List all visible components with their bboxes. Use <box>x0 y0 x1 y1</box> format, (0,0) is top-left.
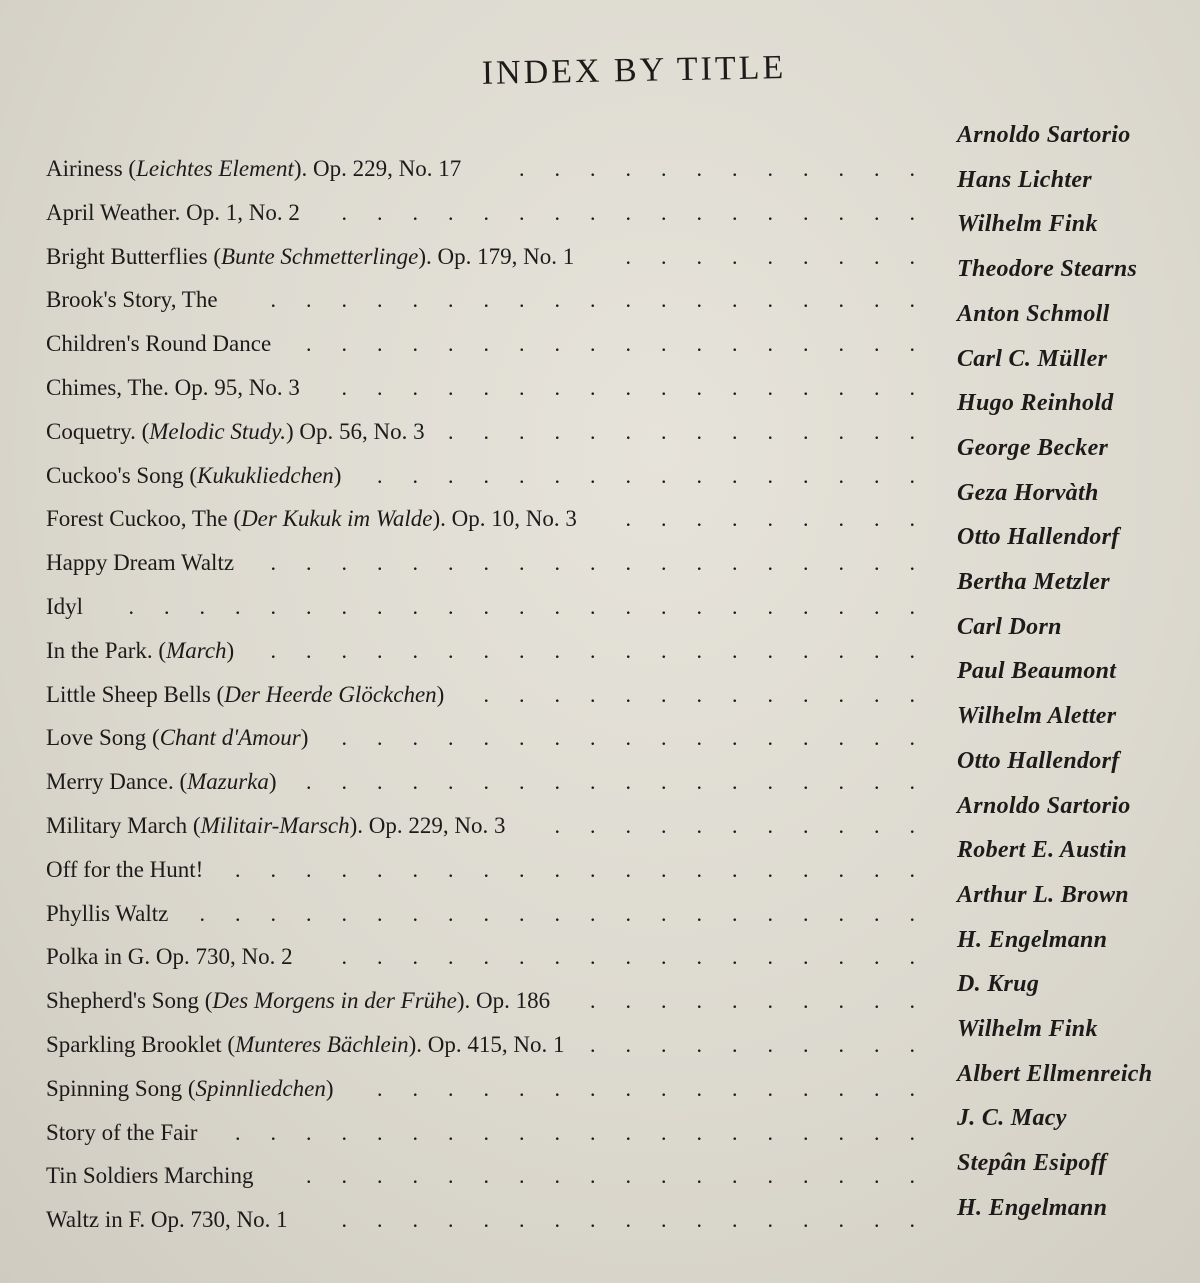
dot-leader: . . . . . . . . . . . . . <box>483 681 915 707</box>
entry-title-text: April Weather. Op. 1, No. 2 <box>46 199 300 225</box>
entry-title-text: In the Park. ( <box>46 637 167 663</box>
entry-composer: Hans Lichter <box>957 166 1092 193</box>
entry-title-text: Polka in G. Op. 730, No. 2 <box>46 944 293 970</box>
dot-leader: . . . . . . . . . . . . . . . . . <box>341 1207 915 1233</box>
entry-composer: H. Engelmann <box>957 926 1108 953</box>
entry-subtitle: Der Heerde Glöckchen <box>224 681 437 707</box>
entry-composer: D. Krug <box>957 971 1040 998</box>
dot-leader: . . . . . . . . . . . . . . . . . . . . <box>235 856 915 882</box>
entry-title-text: Sparkling Brooklet ( <box>46 1032 236 1057</box>
dot-leader: . . . . . . . . . <box>625 243 915 269</box>
dot-leader: . . . . . . . . . . . . . . . . . . <box>306 1163 915 1189</box>
dot-leader: . . . . . . . . . . . . . . . . <box>377 1075 915 1101</box>
entry-composer: H. Engelmann <box>957 1194 1108 1221</box>
entry-title <box>46 548 234 578</box>
entry-title <box>46 986 550 1016</box>
entry-opus: ) <box>268 769 277 795</box>
entry-subtitle: Des Morgens in der Frühe <box>212 988 457 1014</box>
entry-title <box>46 1074 334 1104</box>
entry-opus: ) <box>300 725 309 751</box>
entry-title-text: Waltz in F. Op. 730, No. 1 <box>46 1207 288 1233</box>
entry-title-text: Story of the Fair <box>46 1119 198 1145</box>
entry-title-text: Forest Cuckoo, The ( <box>46 506 242 532</box>
entry-subtitle: Mazurka <box>187 769 269 795</box>
entry-composer: Otto Hallendorf <box>957 524 1120 551</box>
dot-leader: . . . . . . . . . . . . . . . . . <box>341 725 915 751</box>
dot-leader: . . . . . . . . . . . . . . . . . . . <box>270 637 915 663</box>
entry-title-text: Cuckoo's Song ( <box>46 462 198 488</box>
entry-title-text: Merry Dance. ( <box>46 769 188 795</box>
dot-leader: . . . . . . . . . . . . . . . . . <box>341 375 915 400</box>
entry-title-text: Brook's Story, The <box>46 287 218 313</box>
entry-title <box>46 592 83 622</box>
index-entry <box>0 1194 1200 1249</box>
dot-leader: . . . . . . . . . . . . . . . . . . . <box>270 287 915 313</box>
entry-title-text: Children's Round Dance <box>46 331 272 357</box>
dot-leader: . . . . . . . . . . . . . . . . . . <box>306 769 915 795</box>
entry-composer: Albert Ellmenreich <box>957 1060 1153 1087</box>
entry-composer: Wilhelm Fink <box>957 211 1098 238</box>
entry-title <box>46 461 341 491</box>
entry-opus: ). Op. 229, No. 17 <box>293 156 462 181</box>
entry-composer: Carl C. Müller <box>957 345 1108 372</box>
entry-opus: ) <box>325 1075 334 1101</box>
entry-opus: ). Op. 229, No. 3 <box>349 813 506 838</box>
entry-title <box>46 198 300 228</box>
entry-composer: Geza Horvàth <box>957 479 1099 506</box>
entry-subtitle: Der Kukuk im Walde <box>241 506 433 532</box>
entry-composer: Stepân Esipoff <box>957 1150 1107 1177</box>
entry-composer: Theodore Stearns <box>957 256 1138 283</box>
entry-title-text: Shepherd's Song ( <box>46 988 213 1014</box>
entry-opus: ) <box>333 462 342 488</box>
entry-title-text: Happy Dream Waltz <box>46 550 235 576</box>
entry-title <box>46 417 425 447</box>
entry-composer: Carl Dorn <box>957 613 1062 640</box>
entry-title <box>46 373 300 403</box>
dot-leader: . . . . . . . . . . . . . . . . . <box>341 944 915 970</box>
entry-title <box>46 504 577 534</box>
entry-title <box>46 723 308 753</box>
entry-title <box>46 329 271 359</box>
entry-title-text: Chimes, The. Op. 95, No. 3 <box>46 375 300 400</box>
entry-composer: Robert E. Austin <box>957 837 1127 864</box>
dot-leader: . . . . . . . . . . . . . . . . . . . . . . . <box>128 594 915 619</box>
entry-title <box>46 636 234 666</box>
entry-title <box>46 899 168 929</box>
entry-title-text: Military March ( <box>46 813 201 838</box>
entry-composer: Arnoldo Sartorio <box>957 122 1131 148</box>
dot-leader: . . . . . . . . . . <box>590 1032 915 1057</box>
entry-subtitle: Chant d'Amour <box>159 725 301 751</box>
entry-composer: Bertha Metzler <box>957 569 1110 595</box>
entry-title-text: Coquetry. ( <box>46 418 150 444</box>
entry-title <box>46 855 203 885</box>
entry-opus: ). Op. 10, No. 3 <box>432 506 577 532</box>
entry-subtitle: Melodic Study. <box>149 418 286 444</box>
entry-subtitle: Militair-Marsch <box>200 813 350 838</box>
entry-opus: ). Op. 179, No. 1 <box>418 243 575 269</box>
entry-title-text: Off for the Hunt! <box>46 856 204 882</box>
entry-composer: J. C. Macy <box>957 1105 1067 1132</box>
dot-leader: . . . . . . . . . . . . . . . . . . . . <box>235 1119 915 1145</box>
entry-subtitle: Spinnliedchen <box>195 1075 326 1101</box>
entry-opus: ). Op. 415, No. 1 <box>408 1032 565 1057</box>
entry-title <box>46 285 218 315</box>
entry-composer: Arthur L. Brown <box>957 881 1129 908</box>
dot-leader: . . . . . . . . . . . . . . . . . . <box>306 331 915 357</box>
entry-subtitle: Munteres Bächlein <box>235 1032 409 1057</box>
entry-title-text: Love Song ( <box>46 725 160 751</box>
entry-title-text: Airiness ( <box>46 156 137 181</box>
dot-leader: . . . . . . . . . . . . . . . . . <box>341 199 915 225</box>
dot-leader: . . . . . . . . . . . . . . <box>448 418 915 444</box>
dot-leader: . . . . . . . . . . . <box>554 813 915 838</box>
entry-opus: ) <box>226 637 235 663</box>
entry-title-text: Tin Soldiers Marching <box>46 1163 254 1189</box>
entry-opus: ). Op. 186 <box>456 988 551 1014</box>
entry-composer: Anton Schmoll <box>957 300 1110 327</box>
dot-leader: . . . . . . . . . . <box>590 988 915 1014</box>
entry-title <box>46 942 293 972</box>
dot-leader: . . . . . . . . . . . . . . . . . . . . . <box>199 900 915 926</box>
entry-title <box>46 811 506 841</box>
entry-composer: Wilhelm Fink <box>957 1016 1098 1042</box>
entry-title-text: Idyl <box>46 594 84 619</box>
entry-composer: Arnoldo Sartorio <box>957 792 1131 819</box>
entry-title <box>46 1205 288 1235</box>
entry-title-text: Phyllis Waltz <box>46 900 169 926</box>
entry-title <box>46 154 461 184</box>
entry-title <box>46 767 277 797</box>
dot-leader: . . . . . . . . . . . . . . . . <box>377 462 915 488</box>
entry-composer: Paul Beaumont <box>957 658 1117 685</box>
entry-title-text: Little Sheep Bells ( <box>46 681 225 707</box>
entry-composer: Wilhelm Aletter <box>957 703 1117 730</box>
entry-opus: ) <box>436 681 445 707</box>
entry-title <box>46 242 574 272</box>
page-title: INDEX BY TITLE <box>481 49 787 92</box>
entry-subtitle: Bunte Schmetterlinge <box>221 243 419 269</box>
entry-subtitle: Kukukliedchen <box>197 462 334 488</box>
entry-subtitle: March <box>166 637 227 663</box>
entry-opus: ) Op. 56, No. 3 <box>285 418 425 444</box>
dot-leader: . . . . . . . . . <box>625 506 915 532</box>
entry-subtitle: Leichtes Element <box>136 156 294 181</box>
entry-composer: Hugo Reinhold <box>957 390 1114 417</box>
entry-title <box>46 1030 565 1060</box>
entry-composer: Otto Hallendorf <box>957 747 1120 774</box>
dot-leader: . . . . . . . . . . . . . . . . . . . <box>270 550 915 576</box>
entry-title <box>46 1161 253 1191</box>
entry-title-text: Spinning Song ( <box>46 1075 196 1101</box>
entry-title <box>46 1118 197 1148</box>
entry-composer: George Becker <box>957 434 1109 461</box>
entry-title <box>46 680 444 710</box>
entry-title-text: Bright Butterflies ( <box>46 243 222 269</box>
dot-leader: . . . . . . . . . . . . <box>519 156 915 181</box>
